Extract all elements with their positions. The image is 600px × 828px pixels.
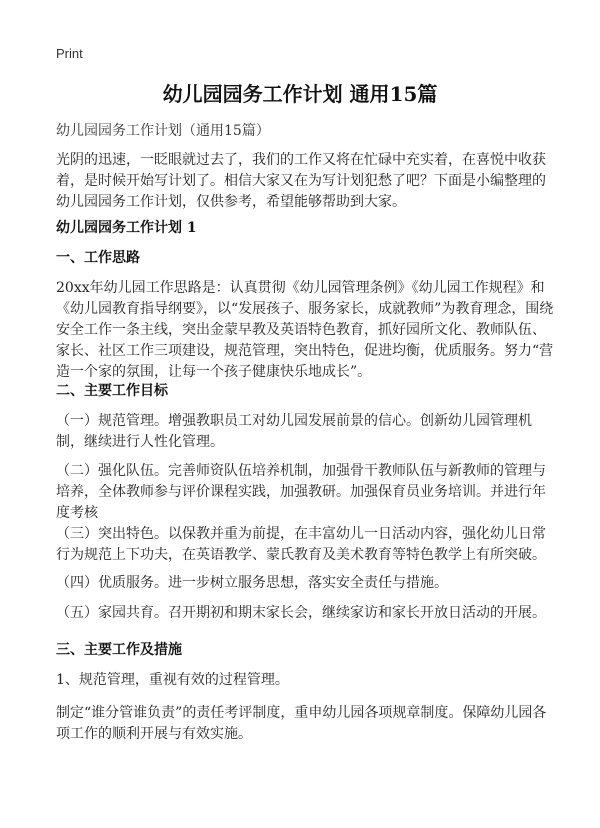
section2-heading: 二、主要工作目标 xyxy=(56,383,168,399)
goal-item: （三）突出特色。以保教并重为前提，在丰富幼儿一日活动内容，强化幼儿日常行为规范上下功夫，在英语教学、蒙氏教育及美术教育等特色教学上有所突破。 xyxy=(56,526,546,563)
section1-body: 20xx年幼儿园工作思路是：认真贯彻《幼儿园管理条例》《幼儿园工作规程》和《幼儿园教育指导纲要》，以“发展孩子、服务家长，成就教师”为教育理念，围绕安全工作一条主线，突出金蒙早教及英语特色教育，抓好园所文化、教师队伍、家长、社区工作三项建设，规范管理，突出特色，促进均衡，优质服务。努力“营造一个家的氛围，让每一个孩子健康快乐地成长”。 xyxy=(56,280,554,380)
section3-item1-body: 制定“谁分管谁负责”的责任考评制度，重申幼儿园各项规章制度。保障幼儿园各项工作的顺利开展与有效实施。 xyxy=(56,705,547,742)
section1-heading: 一、工作思路 xyxy=(56,250,140,266)
plan-heading: 幼儿园园务工作计划 1 xyxy=(56,220,197,236)
goal-item: （四）优质服务。进一步树立服务思想，落实安全责任与措施。 xyxy=(56,575,448,591)
page-title: 幼儿园园务工作计划 通用15篇 xyxy=(162,82,438,106)
section3-heading: 三、主要工作及措施 xyxy=(56,642,182,658)
print-label: Print xyxy=(56,46,83,61)
goal-item: （五）家园共育。召开期初和期末家长会，继续家访和家长开放日活动的开展。 xyxy=(56,605,546,621)
intro-paragraph: 光阴的迅速，一眨眼就过去了，我们的工作又将在忙碌中充实着，在喜悦中收获着，是时候开始写计划了。相信大家又在为写计划犯愁了吧？下面是小编整理的幼儿园园务工作计划，仅供参考，希望能够帮助到大家。 xyxy=(56,152,546,210)
section3-item1-title: 1、规范管理，重视有效的过程管理。 xyxy=(56,672,289,688)
goal-item: （二）强化队伍。完善师资队伍培养机制，加强骨干教师队伍与新教师的管理与培养，全体教师参与评价课程实践，加强教研。加强保育员业务培训。并进行年度考核 xyxy=(56,463,546,521)
goal-item: （一）规范管理。增强教职员工对幼儿园发展前景的信心。创新幼儿园管理机制，继续进行人性化管理。 xyxy=(56,413,532,450)
document-subtitle: 幼儿园园务工作计划（通用15篇） xyxy=(56,123,270,139)
